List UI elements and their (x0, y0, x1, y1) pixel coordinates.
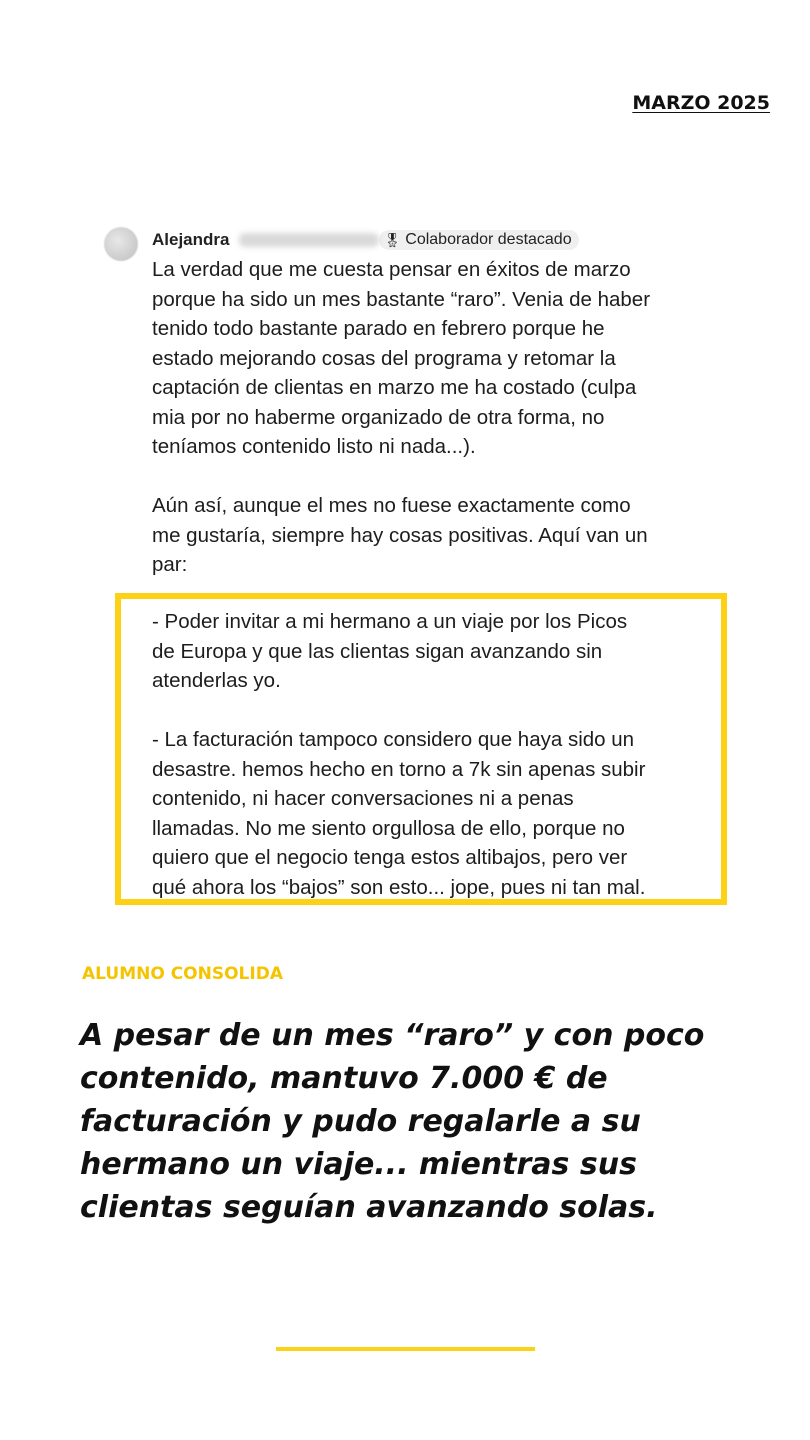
highlight-paragraph: - Poder invitar a mi hermano a un viaje por los Picos de Europa y que las clientas sigan avanzando sin atenderlas yo. (152, 610, 628, 692)
section-label: ALUMNO CONSOLIDA (82, 964, 283, 984)
author-name: Alejandra (152, 230, 230, 249)
badge-label: Colaborador destacado (405, 231, 572, 248)
blurred-surname (239, 233, 379, 247)
comment-paragraph: Aún así, aunque el mes no fuese exactamente como me gustaría, siempre hay cosas positivas. Aquí van un par: (152, 494, 648, 576)
award-icon: 🎖︎ (383, 231, 402, 248)
date-label: MARZO 2025 (632, 92, 770, 114)
status-badge (379, 230, 578, 250)
highlight-paragraph: - La facturación tampoco considero que haya sido un desastre. hemos hecho en torno a 7k sin apenas subir contenido, ni hacer conversaciones ni a penas llamadas. No me siento orgullosa de ello, porque no quiero que el negocio tenga estos altibajos, pero ver qué ahora los “bajos” son esto... jope, pues ni tan mal. (152, 728, 646, 899)
comment-body (152, 255, 717, 580)
comment-author-row (152, 229, 579, 251)
highlighted-comment (152, 607, 722, 902)
comment-paragraph: La verdad que me cuesta pensar en éxitos de marzo porque ha sido un mes bastante “raro”. Venia de haber tenido todo bastante parado en febrero porque he estado mejorando cosas del programa y retomar la captación de clientas en marzo me ha costado (culpa mia por no haberme organizado de otra forma, no teníamos contenido listo ni nada...). (152, 258, 651, 458)
divider (276, 1347, 535, 1351)
summary-headline: A pesar de un mes “raro” y con poco contenido, mantuvo 7.000 € de facturación y pudo regalarle a su hermano un viaje... mientras sus clientas seguían avanzando solas. (80, 1018, 705, 1225)
avatar (104, 227, 138, 261)
